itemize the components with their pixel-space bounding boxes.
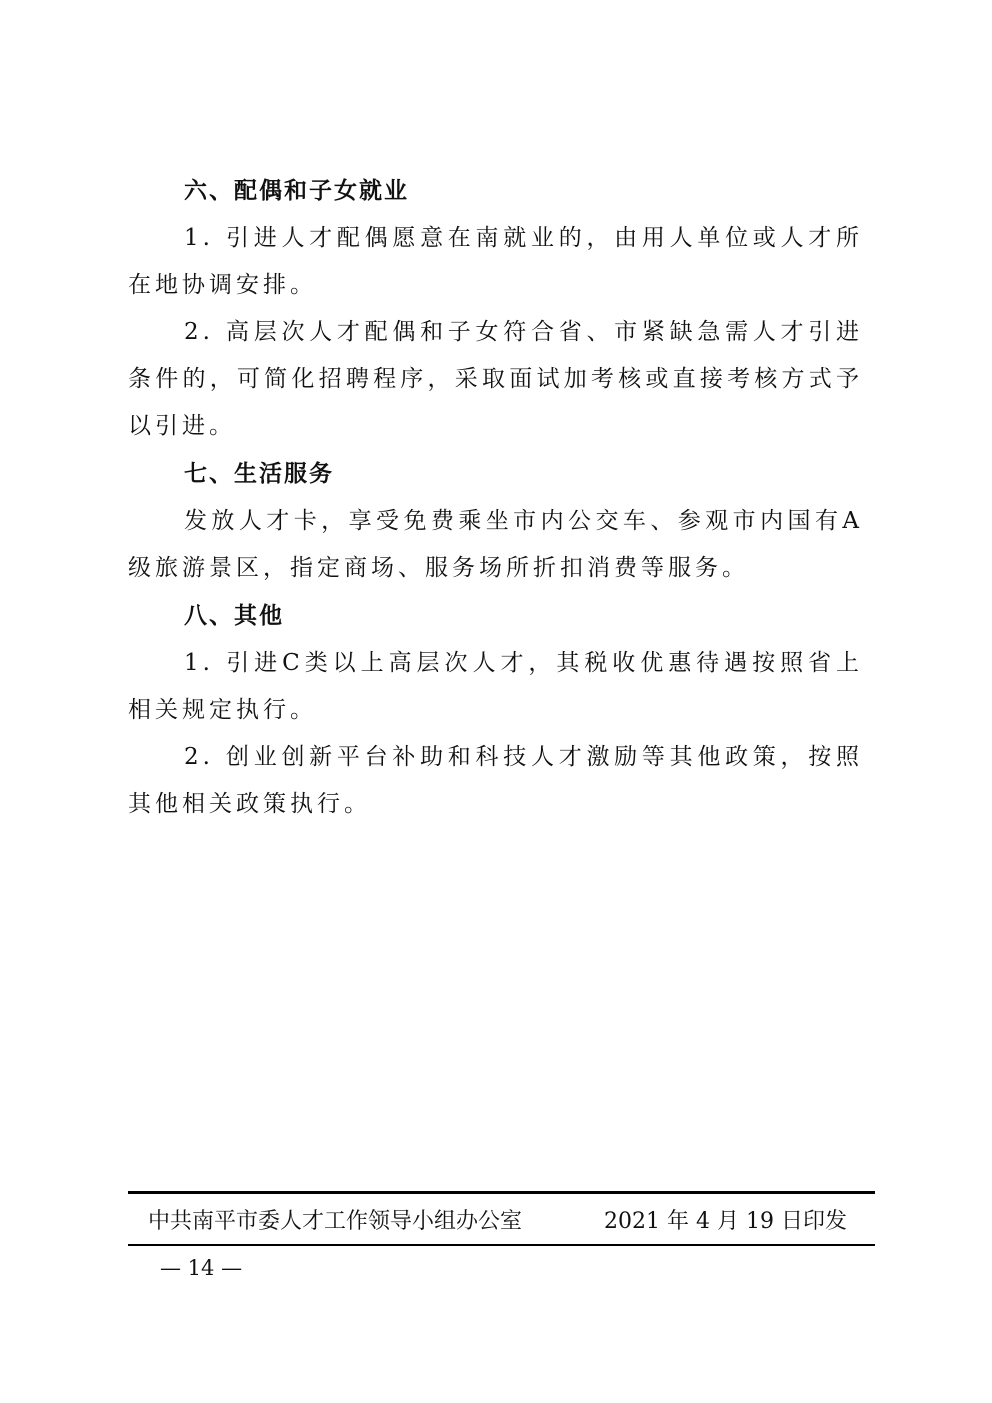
section-other bbox=[128, 592, 863, 828]
paragraph: 1. 引进C类以上高层次人才，其税收优惠待遇按照省上相关规定执行。 bbox=[128, 650, 863, 723]
section-heading: 八、其他 bbox=[184, 603, 284, 629]
issue-date: 2021 年 4 月 19 日印发 bbox=[604, 1208, 847, 1234]
paragraph: 2. 高层次人才配偶和子女符合省、市紧缺急需人才引进条件的，可简化招聘程序，采取面试加考核或直接考核方式予以引进。 bbox=[128, 319, 863, 439]
paragraph: 2. 创业创新平台补助和科技人才激励等其他政策，按照其他相关政策执行。 bbox=[128, 744, 863, 817]
page-number: — 14 — bbox=[160, 1256, 243, 1280]
document-footer bbox=[128, 1191, 875, 1246]
issuer-name: 中共南平市委人才工作领导小组办公室 bbox=[148, 1208, 523, 1234]
paragraph: 发放人才卡，享受免费乘坐市内公交车、参观市内国有A级旅游景区，指定商场、服务场所折扣消费等服务。 bbox=[128, 508, 863, 581]
footer-bottom-rule bbox=[128, 1244, 875, 1246]
section-spouse-children-employment bbox=[128, 167, 863, 450]
issuer-row bbox=[128, 1194, 875, 1244]
section-life-services bbox=[128, 450, 863, 592]
paragraph: 1. 引进人才配偶愿意在南就业的，由用人单位或人才所在地协调安排。 bbox=[128, 225, 863, 298]
document-body bbox=[128, 167, 863, 828]
section-heading: 六、配偶和子女就业 bbox=[184, 178, 409, 204]
section-heading: 七、生活服务 bbox=[184, 461, 334, 487]
